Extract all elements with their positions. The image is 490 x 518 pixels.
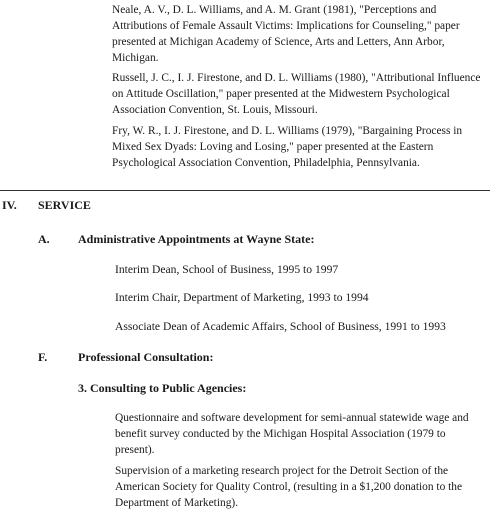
section-divider [0,190,490,191]
subsubsection-title: 3. Consulting to Public Agencies: [78,381,247,395]
consulting-item: Questionnaire and software development for semi-annual statewide wage and benefit survey conducted by the Michigan Hospital Association (1979 to present). [115,412,469,456]
subsection-title: Administrative Appointments at Wayne State: [78,232,315,246]
section-title: SERVICE [38,198,91,212]
appointment-item: Associate Dean of Academic Affairs, School of Business, 1991 to 1993 [115,320,446,333]
reference-item: Neale, A. V., D. L. Williams, and A. M. Grant (1981), "Perceptions and Attributions of Female Assault Victims: Implications for Counseling," paper presented at Michigan Academy of Science, Arts and Letters, Ann Arbor, Michigan. [112,4,460,64]
subsection-letter: A. [38,232,50,246]
section-number: IV. [2,198,17,212]
reference-item: Russell, J. C., I. J. Firestone, and D. L. Williams (1980), "Attributional Influence on Attitude Oscillation," paper presented at the Midwestern Psychological Association Convention, St. Louis, Missouri. [112,72,481,116]
appointment-item: Interim Dean, School of Business, 1995 to 1997 [115,263,339,276]
subsection-letter: F. [38,350,48,364]
consulting-item: Supervision of a marketing research project for the Detroit Section of the American Society for Quality Control, (resulting in a $1,200 donation to the Department of Marketing). [115,465,463,509]
reference-item: Fry, W. R., I. J. Firestone, and D. L. Williams (1979), "Bargaining Process in Mixed Sex Dyads: Loving and Losing," paper presented at the Eastern Psychological Association Convention, Philadelphia, Pennsylvania. [112,125,463,169]
subsection-title: Professional Consultation: [78,350,214,364]
appointment-item: Interim Chair, Department of Marketing, 1993 to 1994 [115,291,369,304]
